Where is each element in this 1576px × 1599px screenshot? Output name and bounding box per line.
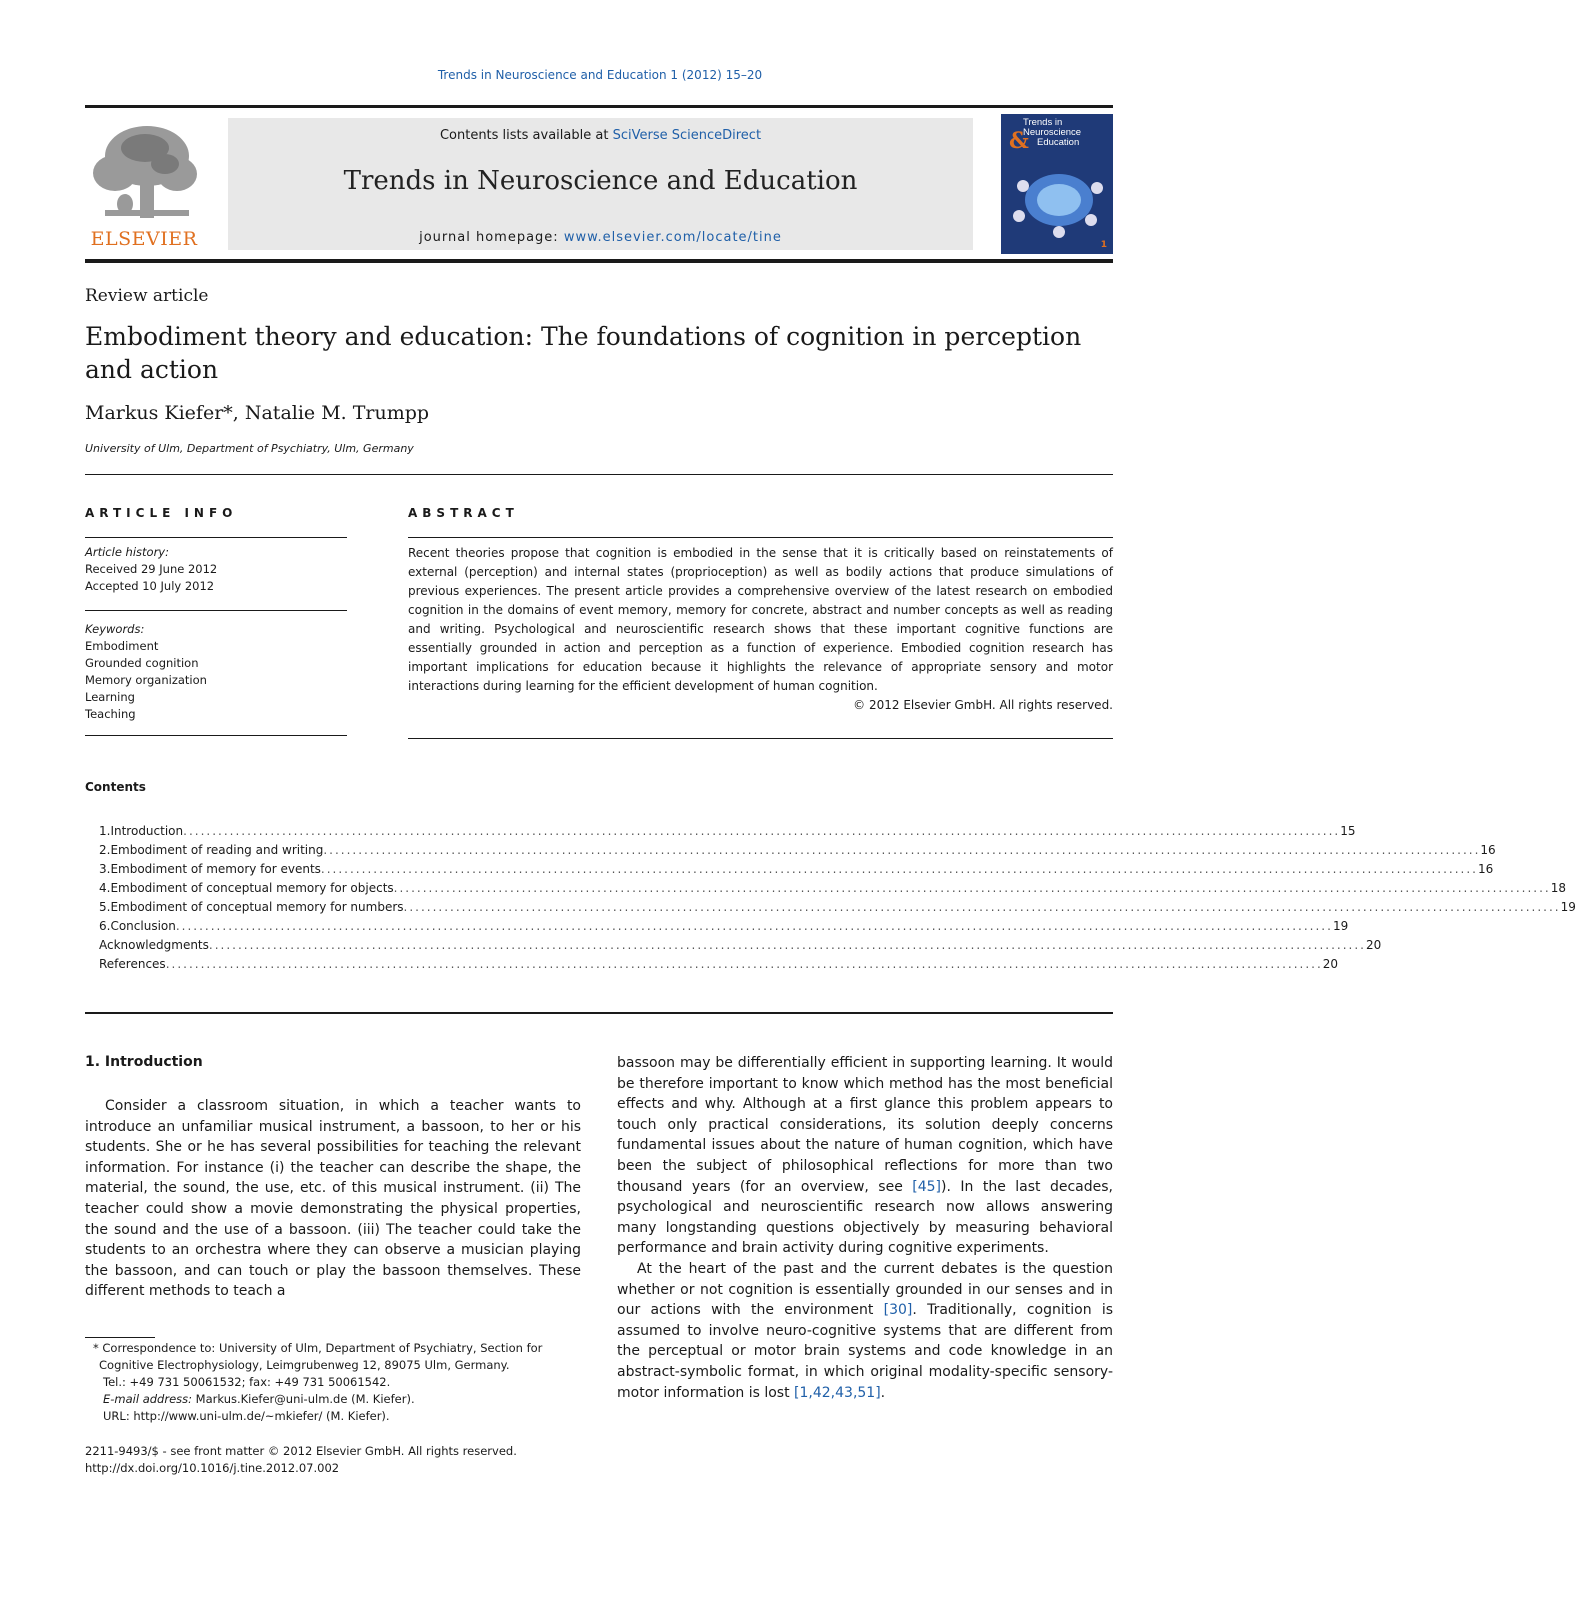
toc-num: 3. (99, 862, 111, 876)
toc-title[interactable]: Embodiment of conceptual memory for objects (110, 881, 394, 895)
citation-link[interactable]: [45] (912, 1178, 942, 1195)
journal-homepage (228, 230, 973, 245)
toc-page: 19 (1560, 900, 1576, 914)
toc-page: 19 (1332, 919, 1349, 933)
accepted-date: Accepted 10 July 2012 (85, 579, 215, 593)
article-history (85, 544, 347, 595)
correspondence-note: * Correspondence to: University of Ulm, Department of Psychiatry, Section for Cognitive Electrophysiology, Leimgrubenweg 12, 89075 Ulm, Germany. (93, 1341, 543, 1372)
sciencedirect-link[interactable]: SciVerse ScienceDirect (612, 128, 762, 143)
keyword: Learning (85, 690, 135, 704)
toc-title[interactable]: References (99, 957, 166, 971)
abstract (408, 544, 1113, 715)
toc-title[interactable]: Embodiment of memory for events (110, 862, 321, 876)
article-title: Embodiment theory and education: The foundations of cognition in perception and action (85, 322, 1082, 384)
cover-volume: 1 (1100, 240, 1107, 250)
toc-leader: ....................................................................................................................................................................................................... (208, 938, 1366, 952)
email-label: E-mail address: (103, 1392, 193, 1406)
journal-banner (228, 118, 973, 250)
toc-num (85, 936, 99, 955)
received-date: Received 29 June 2012 (85, 562, 218, 576)
contents-heading: Contents (85, 780, 146, 794)
article-info-heading: ARTICLE INFO (85, 506, 238, 520)
toc-title[interactable]: Embodiment of reading and writing (110, 843, 324, 857)
toc-num: 4. (99, 881, 111, 895)
text-run: At the heart of the past and the current debates is the question whether or not cognition is essentially grounded in our senses and in our actions with the environment (617, 1260, 1113, 1319)
abstract-heading: ABSTRACT (408, 506, 519, 520)
citation-link[interactable]: [30] (883, 1302, 913, 1319)
contents-prefix: Contents lists available at (439, 128, 613, 143)
email-line (85, 1391, 581, 1408)
text-run: bassoon may be differentially efficient in supporting learning. It would be therefore important to know which method has the most beneficial effects and why. Although at a first glance this problem appears to touch only practical considerations, its solution deeply concerns fundamental issues about the nature of human cognition, which have been the subject of philosophical reflections for more than two thousand years (for an overview, see (617, 1055, 1113, 1195)
front-matter (85, 1443, 581, 1477)
keywords-label: Keywords: (85, 622, 145, 636)
affiliation: University of Ulm, Department of Psychiatry, Ulm, Germany (85, 442, 414, 455)
keywords-block (85, 621, 347, 723)
toc-row[interactable] (85, 841, 1496, 860)
cover-line-3: Education (1037, 137, 1080, 148)
toc-num: 5. (99, 900, 111, 914)
url-line[interactable]: URL: http://www.uni-ulm.de/~mkiefer/ (M. Kiefer). (103, 1409, 390, 1423)
header-top-rule (85, 105, 1113, 108)
toc-row[interactable] (85, 822, 1356, 841)
toc-row[interactable] (85, 860, 1494, 879)
text-run: . (880, 1384, 886, 1401)
toc-row[interactable] (85, 898, 1576, 917)
toc-leader: ....................................................................................................................................................................................................... (320, 862, 1478, 876)
homepage-link[interactable]: www.elsevier.com/locate/tine (563, 230, 782, 245)
keyword: Grounded cognition (85, 656, 199, 670)
contents-bottom-rule (85, 1012, 1113, 1014)
toc-title[interactable]: Embodiment of conceptual memory for numbers (110, 900, 404, 914)
cover-ampersand: & (1009, 128, 1029, 154)
email-address[interactable]: Markus.Kiefer@uni-ulm.de (M. Kiefer). (192, 1392, 415, 1406)
abstract-text: Recent theories propose that cognition is embodied in the sense that it is critically based on reinstatements of external (perception) and internal states (proprioception) as well as bodily actions that produce simulations of previous experiences. The present article provides a comprehensive overview of the latest research on embodied cognition in the domains of event memory, memory for concrete, abstract and number concepts as well as reading and writing. Psychological and neuroscientific research shows that these important cognitive functions are essentially grounded in action and perception as a function of experience. Embodied cognition research has important implications for education because it highlights the relevance of appropriate sensory and motor interactions during learning for the efficient development of human cognition. (408, 546, 1113, 693)
toc-page: 18 (1550, 881, 1567, 895)
toc-page: 16 (1478, 862, 1494, 876)
phone-fax: Tel.: +49 731 50061532; fax: +49 731 50061542. (103, 1375, 391, 1389)
toc-page: 20 (1365, 938, 1382, 952)
title-rule (85, 474, 1113, 475)
toc-page: 16 (1480, 843, 1496, 857)
toc-page: 20 (1322, 957, 1339, 971)
body-paragraph (617, 1053, 1113, 1259)
toc-leader: ....................................................................................................................................................................................................... (175, 919, 1333, 933)
toc-leader: ....................................................................................................................................................................................................... (393, 881, 1551, 895)
journal-title: Trends in Neuroscience and Education (343, 166, 858, 196)
toc-row[interactable] (85, 917, 1349, 936)
citation-link[interactable]: [1,42,43,51] (794, 1384, 881, 1401)
text-run: . Traditionally, cognition is assumed to involve neuro-cognitive systems that are different from the perceptual or motor brain systems and code knowledge in an abstract-symbolic format, in which original modality-specific sensory-motor information is lost (617, 1302, 1113, 1401)
body-paragraph: Consider a classroom situation, in which a teacher wants to introduce an unfamiliar musical instrument, a bassoon, to her or his students. She or he has several possibilities for teaching the relevant information. For instance (i) the teacher can describe the shape, the material, the sound, the use, etc. of this musical instrument. (ii) The teacher could show a movie demonstrating the physical properties, the sound and the use of a bassoon. (iii) The teacher could take the students to an orchestra where they can observe a musician playing the bassoon, and can touch or play the bassoon themselves. These different methods to teach a (85, 1098, 581, 1300)
text-run: ). In the last decades, psychological and neuroscientific research now allows answering many longstanding questions objectively by measuring behavioral performance and brain activity during cognitive experiments. (617, 1178, 1113, 1257)
authors: Markus Kiefer*, Natalie M. Trumpp (85, 402, 430, 424)
running-head[interactable]: Trends in Neuroscience and Education 1 (2012) 15–20 (437, 68, 763, 82)
toc-num (85, 955, 99, 974)
body-left-column (85, 1096, 581, 1302)
article-type: Review article (85, 286, 209, 306)
contents-availability (228, 128, 973, 143)
cover-line-2: Neuroscience (1023, 127, 1082, 138)
toc-row[interactable] (85, 955, 1339, 974)
elsevier-wordmark: ELSEVIER (90, 228, 198, 250)
keywords-rule (85, 735, 347, 736)
toc-page: 15 (1340, 824, 1356, 838)
toc-leader: ....................................................................................................................................................................................................... (183, 824, 1341, 838)
abstract-bottom-rule (408, 738, 1113, 739)
keyword: Embodiment (85, 639, 159, 653)
toc-num: 2. (99, 843, 111, 857)
body-paragraph (617, 1259, 1113, 1403)
header-bottom-rule (85, 259, 1113, 263)
toc-num: 6. (99, 919, 111, 933)
footnote (85, 1340, 581, 1425)
toc-row[interactable] (85, 879, 1567, 898)
abstract-rule (408, 537, 1113, 538)
toc-leader: ....................................................................................................................................................................................................... (165, 957, 1323, 971)
toc-row[interactable] (85, 936, 1382, 955)
cover-line-1: Trends in (1023, 117, 1063, 128)
toc-leader: ....................................................................................................................................................................................................... (323, 843, 1481, 857)
toc-title[interactable]: Conclusion (110, 919, 176, 933)
history-rule (85, 610, 347, 611)
abstract-copyright: © 2012 Elsevier GmbH. All rights reserved. (853, 698, 1113, 712)
article-info-rule (85, 537, 347, 538)
journal-cover (1001, 114, 1113, 254)
toc-title[interactable]: Acknowledgments (99, 938, 209, 952)
footnote-rule (85, 1337, 155, 1338)
homepage-prefix: journal homepage: (419, 230, 564, 245)
toc-num: 1. (99, 824, 111, 838)
keyword: Teaching (85, 707, 136, 721)
toc-title[interactable]: Introduction (110, 824, 184, 838)
keyword: Memory organization (85, 673, 207, 687)
issn-line: 2211-9493/$ - see front matter © 2012 Elsevier GmbH. All rights reserved. (85, 1444, 517, 1458)
toc-leader: ....................................................................................................................................................................................................... (403, 900, 1561, 914)
body-right-column (617, 1053, 1113, 1403)
section-heading: 1. Introduction (85, 1054, 203, 1070)
history-label: Article history: (85, 545, 169, 559)
doi-link[interactable]: http://dx.doi.org/10.1016/j.tine.2012.07.002 (85, 1461, 340, 1475)
